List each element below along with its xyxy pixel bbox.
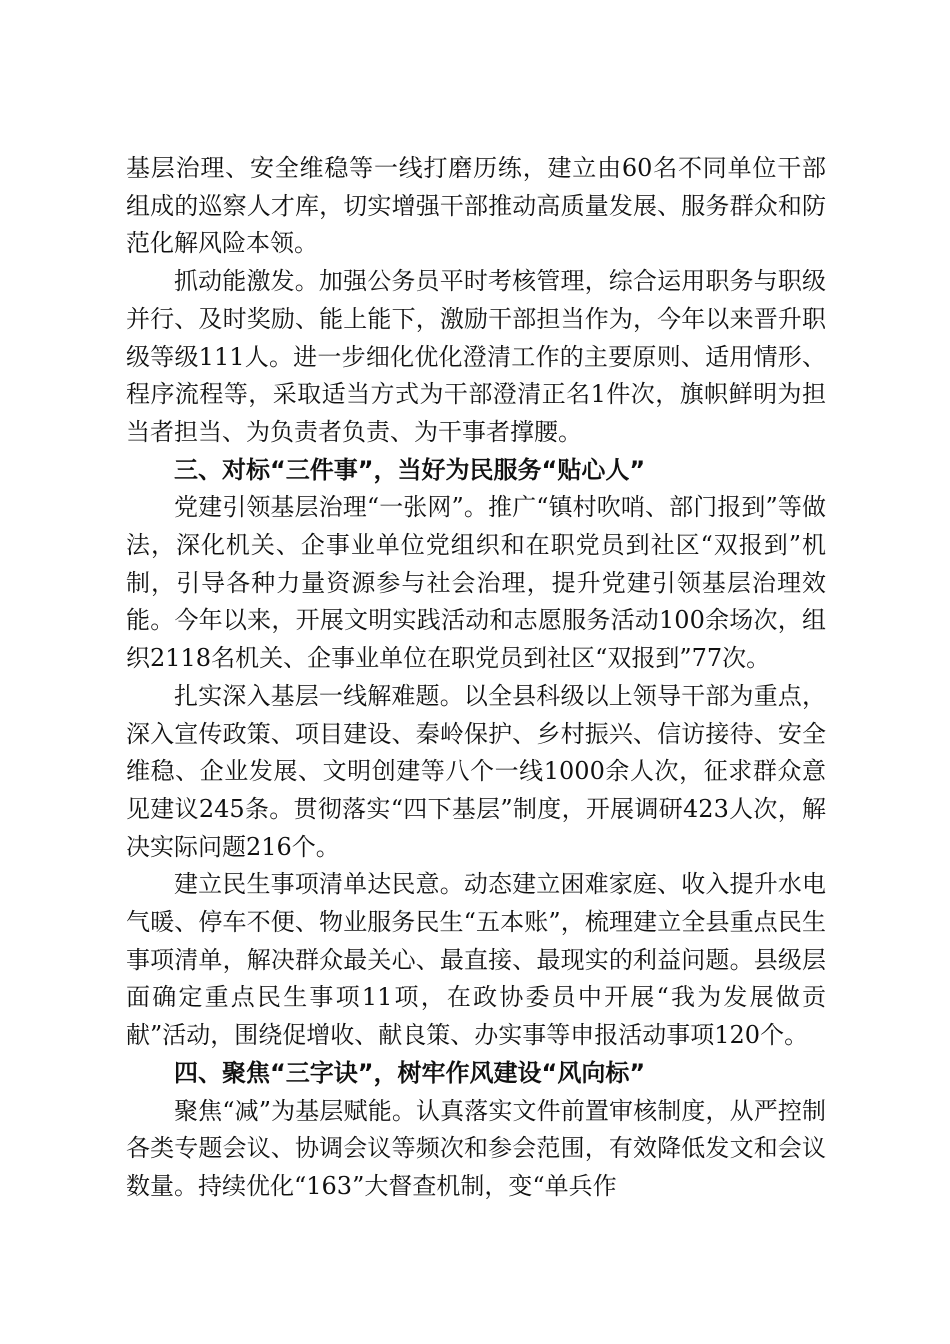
body-paragraph-grassroots: 扎实深入基层一线解难题。以全县科级以上领导干部为重点，深入宣传政策、项目建设、秦岭保护、乡村振兴、信访接待、安全维稳、企业发展、文明创建等八个一线1000余人次，征求群众意见建议245条。贯彻落实“四下基层”制度，开展调研423人次，解决实际问题216个。 [126,681,826,861]
section-heading-three: 三、对标“三件事”，当好为民服务“贴心人” [174,455,646,484]
body-paragraph-motivation: 抓动能激发。加强公务员平时考核管理，综合运用职务与职级并行、及时奖励、能上能下，激励干部担当作为，今年以来晋升职级等级111人。进一步细化优化澄清工作的主要原则、适用情形、程序流程等，采取适当方式为干部澄清正名1件次，旗帜鲜明为担当者担当、为负责者负责、为干事者撑腰。 [126,267,826,446]
body-paragraph-continuation: 基层治理、安全维稳等一线打磨历练，建立由60名不同单位干部组成的巡察人才库，切实增强干部推动高质量发展、服务群众和防范化解风险本领。 [126,154,826,258]
body-paragraph-livelihood: 建立民生事项清单达民意。动态建立困难家庭、收入提升水电气暖、停车不便、物业服务民生“五本账”，梳理建立全县重点民生事项清单，解决群众最关心、最直接、最现实的利益问题。县级层面确定重点民生事项11项，在政协委员中开展“我为发展做贡献”活动，围绕促增收、献良策、办实事等申报活动事项120个。 [126,870,826,1050]
body-paragraph-party-building: 党建引领基层治理“一张网”。推广“镇村吹哨、部门报到”等做法，深化机关、企事业单位党组织和在职党员到社区“双报到”机制，引导各种力量资源参与社会治理，提升党建引领基层治理效能。今年以来，开展文明实践活动和志愿服务活动100余场次，组织2118名机关、企事业单位在职党员到社区“双报到”77次。 [126,493,826,673]
document-body [126,150,826,1206]
section-heading-four: 四、聚焦“三字诀”，树牢作风建设“风向标” [174,1058,646,1087]
body-paragraph-reduce-burden: 聚焦“减”为基层赋能。认真落实文件前置审核制度，从严控制各类专题会议、协调会议等频次和参会范围，有效降低发文和会议数量。持续优化“163”大督查机制，变“单兵作 [126,1096,826,1200]
